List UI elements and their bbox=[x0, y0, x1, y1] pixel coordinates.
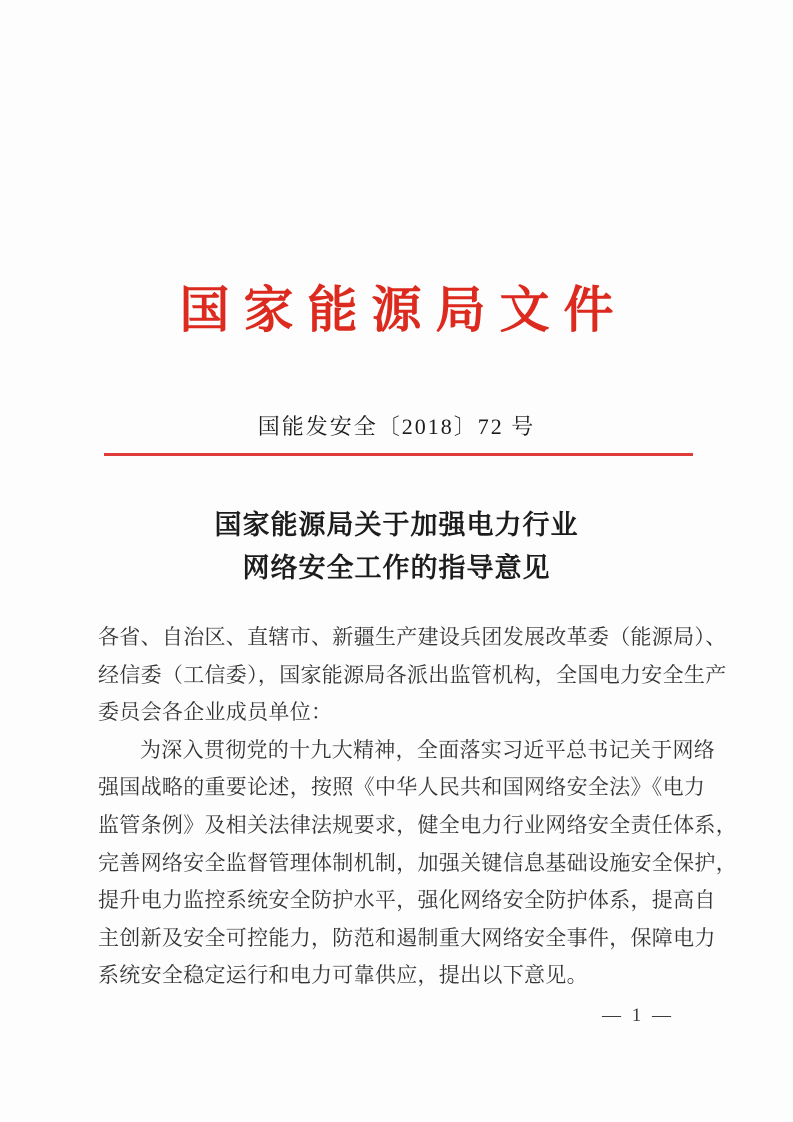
salutation-line-3: 委员会各企业成员单位： bbox=[98, 700, 333, 725]
body-paragraph-line-2: 强国战略的重要论述，按照《中华人民共和国网络安全法》《电力 bbox=[98, 775, 706, 800]
document-body bbox=[98, 619, 737, 995]
salutation-line-2: 经信委（工信委），国家能源局各派出监管机构，全国电力安全生产 bbox=[98, 662, 727, 687]
document-number: 国能发安全〔2018〕72 号 bbox=[257, 414, 536, 439]
document-title bbox=[0, 504, 793, 590]
document-title-line-2: 网络安全工作的指导意见 bbox=[242, 553, 551, 583]
letterhead-divider-line bbox=[104, 453, 693, 456]
agency-letterhead-title: 国家能源局文件 bbox=[179, 282, 628, 338]
body-paragraph-line-5: 提升电力监控系统安全防护水平，强化网络安全防护体系，提高自 bbox=[98, 888, 716, 913]
body-paragraph-line-7: 系统安全稳定运行和电力可靠供应，提出以下意见。 bbox=[98, 963, 588, 988]
body-paragraph-line-3: 监管条例》及相关法律法规要求，健全电力行业网络安全责任体系， bbox=[98, 812, 737, 837]
body-paragraph-line-1: 为深入贯彻党的十九大精神，全面落实习近平总书记关于网络 bbox=[140, 737, 716, 762]
page-number: — 1 — bbox=[602, 1005, 674, 1026]
document-title-line-1: 国家能源局关于加强电力行业 bbox=[214, 510, 579, 540]
salutation-line-1: 各省、自治区、直辖市、新疆生产建设兵团发展改革委（能源局）、 bbox=[98, 625, 727, 649]
body-paragraph-line-6: 主创新及安全可控能力，防范和遏制重大网络安全事件，保障电力 bbox=[98, 925, 716, 950]
body-paragraph-line-4: 完善网络安全监督管理体制机制，加强关键信息基础设施安全保护， bbox=[98, 850, 737, 875]
